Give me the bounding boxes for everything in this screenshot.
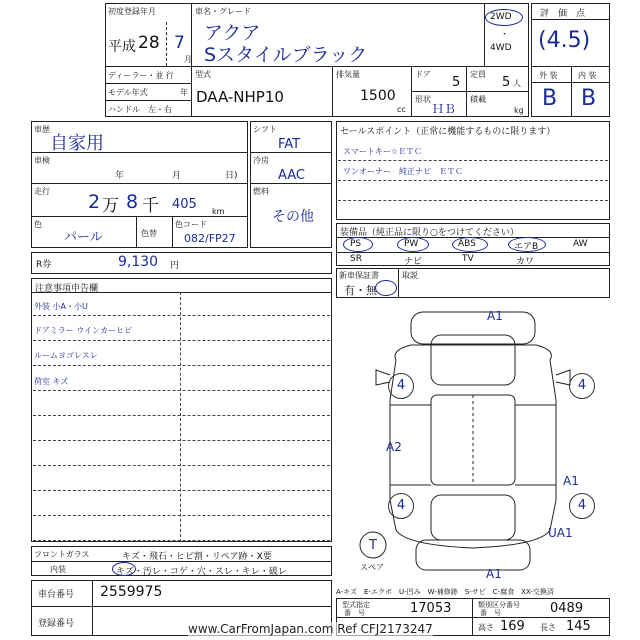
body-outline — [390, 345, 556, 548]
divider — [250, 183, 332, 184]
displacement: 1500 — [360, 88, 396, 104]
recycle-unit: 円 — [170, 261, 180, 271]
model-year-unit: 年 — [180, 88, 188, 97]
interior-condition-circle — [112, 562, 136, 576]
color-code: 082/FP27 — [184, 232, 236, 245]
divider — [338, 160, 608, 161]
note-rule — [33, 465, 330, 466]
equipment-title: 装備品（純正品に限り○をつけてください） — [340, 228, 519, 238]
equip-pw: PW — [404, 239, 419, 249]
car-name: アクア — [204, 22, 261, 44]
notes-box — [31, 278, 332, 542]
type-spec-label: 型式指定 — [342, 601, 370, 609]
drive-2wd: 2WD — [490, 12, 512, 22]
capacity-label: 定員 — [470, 70, 486, 79]
color-label: 色 — [34, 220, 42, 229]
divider — [31, 606, 332, 607]
type-spec-no-label: 番 号 — [344, 609, 365, 617]
shift-value: FAT — [278, 137, 301, 152]
drive-dot: ・ — [500, 30, 510, 40]
divider — [472, 598, 473, 636]
chassis-label: 車台番号 — [38, 590, 75, 600]
use-value: 自家用 — [50, 133, 104, 154]
ac-label: 冷房 — [253, 156, 269, 165]
note-rule — [33, 490, 330, 491]
sen-unit: 千 — [142, 196, 159, 216]
notes-title: 注意事項申告欄 — [35, 284, 99, 294]
capacity: 5 — [502, 75, 511, 90]
damage-label-right: A1 — [563, 474, 579, 488]
reg-date-label: 初度登録年月 — [108, 7, 156, 16]
damage-label-left: A2 — [386, 440, 402, 454]
shape: ＨＢ — [432, 102, 457, 116]
equip-airbag: エアB — [514, 242, 539, 252]
kg-unit: kg — [514, 106, 524, 115]
note-rule — [33, 540, 330, 541]
trunk — [431, 495, 515, 540]
divider — [92, 580, 93, 636]
front-glass-label: フロントガラス — [34, 550, 90, 559]
damage-label-rear-right: UA1 — [548, 526, 573, 540]
sales-title: セールスポイント（正常に機能するものに限ります） — [340, 127, 556, 137]
km-unit: km — [212, 207, 225, 216]
note-line-2: ドアミラー ウインカーヒビ — [34, 326, 133, 335]
divider — [31, 216, 248, 217]
front-bumper — [411, 312, 535, 344]
class-no-label: 番 号 — [480, 609, 501, 617]
shape-label: 形状 — [415, 95, 431, 104]
equip-sr: SR — [350, 254, 362, 264]
divider — [250, 152, 332, 153]
score-label: 評 価 点 — [540, 9, 586, 19]
length-label: 長さ — [540, 623, 556, 632]
inspection-day-unit: 日) — [225, 171, 238, 181]
color-value: パール — [64, 230, 103, 245]
mileage-man: 2 — [88, 191, 101, 213]
inspection-year-unit: 年 — [115, 171, 125, 181]
tire-front-right: 4 — [569, 373, 595, 399]
divider — [338, 200, 608, 201]
reg-month-unit: 月 — [184, 55, 192, 64]
interior-grade: B — [581, 86, 597, 111]
reg-era: 平成 — [108, 39, 136, 55]
damage-label-rear: A1 — [486, 567, 502, 581]
inspection-label: 車検 — [34, 156, 50, 165]
shift-label: シフト — [253, 125, 277, 134]
car-diagram — [336, 300, 610, 585]
score-value: (4.5) — [538, 28, 591, 53]
right-mirror — [556, 370, 570, 385]
exterior-grade: B — [542, 86, 558, 111]
cc-unit: cc — [397, 105, 406, 114]
recycle-amount: 9,130 — [118, 254, 159, 270]
divider — [338, 180, 608, 181]
sales-point-2: ワンオーナー 純正ナビ ＥＴＣ — [343, 167, 463, 176]
car-grade: Sスタイルブラック — [204, 44, 368, 66]
type-label: 型式 — [195, 70, 211, 79]
recycle-label: R券 — [36, 260, 52, 270]
records-label: 取説 — [402, 271, 418, 280]
tire-rear-left: 4 — [388, 493, 414, 519]
reg-month: 7 — [174, 33, 185, 53]
mileage-sen: 8 — [126, 191, 139, 213]
height-value: 169 — [500, 619, 525, 634]
note-rule — [33, 440, 330, 441]
divider — [332, 66, 333, 117]
divider — [31, 292, 332, 293]
doors: 5 — [452, 75, 461, 90]
watermark: www.CarFromJapan.com Ref CFJ2173247 — [188, 622, 433, 636]
chassis-number: 2559975 — [100, 584, 163, 600]
equip-leather: カワ — [516, 257, 535, 267]
equip-tv: TV — [462, 254, 474, 264]
divider — [336, 617, 610, 618]
divider — [166, 22, 167, 66]
note-rule — [33, 415, 330, 416]
model-code: DAA-NHP10 — [196, 88, 284, 106]
ac-value: AAC — [278, 168, 305, 183]
color-swap-label: 色替 — [141, 229, 157, 238]
note-line-3: ルームヨゴレスレ — [34, 351, 98, 360]
divider — [336, 252, 610, 253]
divider — [105, 83, 191, 84]
door-label: ドア — [415, 70, 431, 79]
equip-navi: ナビ — [404, 257, 423, 267]
inspection-month-unit: 月 — [172, 171, 182, 181]
note-rule — [33, 365, 330, 366]
equip-airbag-circle — [508, 237, 546, 252]
divider — [571, 66, 572, 117]
warranty-label: 新車保証書 — [339, 271, 379, 280]
length-value: 145 — [566, 619, 591, 634]
load-label: 積載 — [470, 95, 486, 104]
equip-pw-circle — [397, 237, 429, 252]
equip-ps: PS — [350, 239, 362, 249]
damage-label-front: A1 — [487, 309, 503, 323]
damage-legend: A-キズ E-エクボ U-凹み W-補修跡 S-サビ C-腐食 XX-交換済 — [336, 588, 554, 596]
note-line-1: 外装 小A・小U — [34, 302, 88, 311]
divider — [180, 292, 181, 542]
equip-ps-circle — [343, 237, 373, 252]
divider — [191, 66, 192, 117]
divider — [531, 19, 610, 20]
color-code-label: 色コード — [175, 220, 207, 229]
man-unit: 万 — [102, 196, 119, 216]
tire-rear-right: 4 — [569, 493, 595, 519]
drive-2wd-circle — [485, 9, 523, 26]
front-glass-value: キズ・飛石・ヒビ割・リペア跡・X要 — [122, 552, 272, 562]
reg-no-label: 登録番号 — [38, 619, 75, 629]
divider — [484, 3, 485, 66]
type-spec-value: 17053 — [410, 601, 452, 616]
equip-aw: AW — [573, 239, 588, 249]
sales-point-1: スマートキー☆ＥＴＣ — [343, 147, 423, 156]
divider — [105, 100, 191, 101]
note-rule — [33, 340, 330, 341]
interior-label: 内 装 — [578, 71, 597, 80]
capacity-unit: 人 — [513, 79, 521, 88]
displacement-label: 排気量 — [336, 70, 360, 79]
reg-year: 28 — [138, 33, 160, 53]
divider — [31, 183, 248, 184]
handle-label: ハンドル 左・右 — [108, 105, 172, 114]
drive-4wd: 4WD — [490, 43, 512, 53]
note-rule — [33, 515, 330, 516]
note-line-4: 荷室 キズ — [34, 377, 69, 386]
car-name-label: 車名・グレード — [195, 7, 251, 16]
spare-mark: T — [369, 538, 377, 553]
dealer-label: ディーラー・並 行 — [108, 71, 174, 80]
warranty-circle — [375, 280, 397, 296]
fuel-value: その他 — [272, 209, 314, 225]
divider — [398, 268, 399, 298]
class-value: 0489 — [550, 601, 584, 616]
interior-condition-label: 内装 — [50, 565, 66, 574]
exterior-label: 外 装 — [539, 71, 558, 80]
mileage-label: 走行 — [34, 187, 50, 196]
divider — [411, 91, 529, 92]
equip-abs-circle — [452, 237, 488, 252]
hood — [431, 335, 515, 385]
fuel-label: 燃料 — [253, 187, 269, 196]
note-rule — [33, 390, 330, 391]
height-label: 高さ — [478, 623, 494, 632]
warranty-value: 有・無 — [344, 284, 377, 297]
interior-condition-value: キズ・汚レ・コゲ・穴・スレ・キレ・破レ — [116, 567, 287, 577]
equip-abs: ABS — [458, 239, 476, 249]
divider — [136, 216, 137, 248]
recycle-box — [31, 252, 332, 274]
divider — [172, 216, 173, 248]
spare-label: スペア — [360, 563, 384, 572]
model-year-label: モデル年式 — [108, 88, 148, 97]
tire-front-left: 4 — [388, 373, 414, 399]
class-label: 類別区分番号 — [478, 601, 520, 609]
use-label: 車歴 — [34, 125, 50, 134]
mileage-rest: 405 — [172, 197, 197, 212]
note-rule — [33, 315, 330, 316]
